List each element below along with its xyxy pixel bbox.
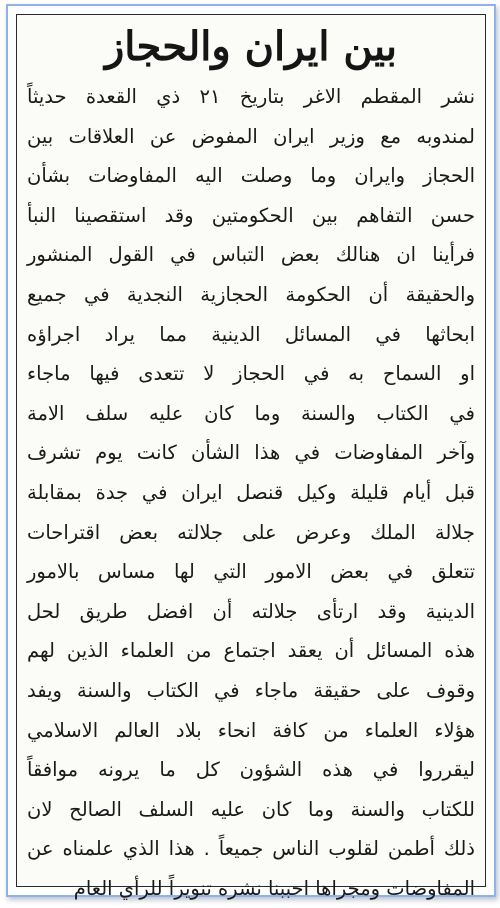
newspaper-clipping — [16, 14, 486, 900]
article-line: لمندوبه مع وزير ايران المفوض عن العلاقات بين — [27, 124, 475, 148]
article-line: قبل أيام قليلة وكيل قنصل ايران في جدة بمقابلة — [27, 480, 475, 504]
clipping-frame — [6, 4, 496, 900]
article-body — [27, 77, 475, 908]
article-line: الدينية وقد ارتأى جلالته أن افضل طريق لحل — [27, 599, 475, 623]
article-line: تتعلق في بعض الامور التي لها مساس بالامور — [27, 560, 475, 584]
article-line: هذه المسائل أن يعقد اجتماع من العلماء الذين لهم — [27, 639, 475, 663]
article-line: جلالة الملك وعرض على جلالته بعض اقتراحات — [27, 520, 475, 544]
article-line: او السماح به في الحجاز لا تتعدى فيها ماجاء — [27, 362, 475, 386]
article-line: حسن التفاهم بين الحكومتين وقد استقصينا النبأ — [27, 203, 475, 227]
article-line: ابحاثها في المسائل الدينية مما يراد اجراؤه — [27, 322, 475, 346]
article-line: الحجاز وايران وما وصلت اليه المفاوضات بشأن — [27, 164, 475, 188]
article-line: فرأينا ان هنالك بعض التباس في القول المنشور — [27, 243, 475, 267]
article-headline: بين ايران والحجاز — [104, 23, 398, 70]
article-line: ذلك أطمن لقلوب الناس جميعاً . هذا الذي علمناه عن — [27, 837, 475, 861]
article-line: المفاوضات ومجراها احببنا نشره تنويراً للرأي العام — [73, 876, 475, 900]
article-line: وآخر المفاوضات في هذا الشأن كانت يوم تشرف — [27, 441, 475, 465]
article-line: ليقرروا في هذه الشؤون كل ما يرونه موافقاً — [27, 758, 475, 782]
article-line: في الكتاب والسنة وما كان عليه سلف الامة — [27, 401, 475, 425]
article-line: وقوف على حقيقة ماجاء في الكتاب والسنة ويفد — [27, 678, 475, 702]
article-line: نشر المقطم الاغر بتاريخ ٢١ ذي القعدة حديثاً — [27, 85, 475, 108]
article-line: والحقيقة أن الحكومة الحجازية النجدية في جميع — [27, 282, 475, 306]
article-line: للكتاب والسنة وما كان عليه السلف الصالح لان — [27, 797, 475, 821]
article-line: هؤلاء العلماء من كافة انحاء بلاد العالم الاسلامي — [27, 718, 475, 742]
